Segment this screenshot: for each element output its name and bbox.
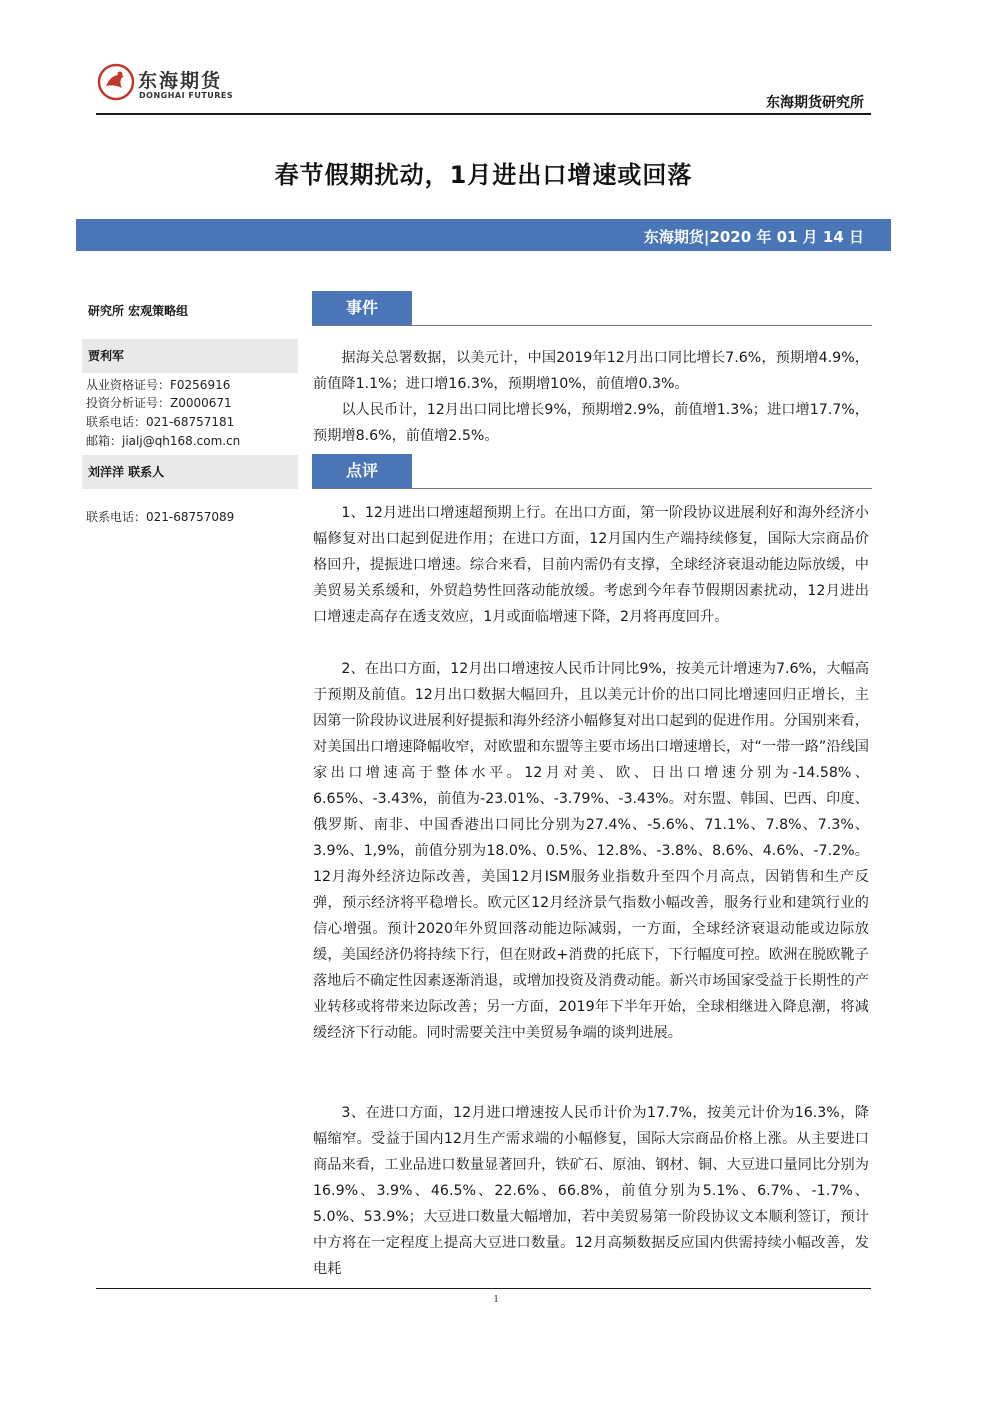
section-divider — [312, 325, 872, 326]
section-tab-event: 事件 — [312, 291, 412, 325]
author-email[interactable]: 邮箱：jialj@qh168.com.cn — [86, 434, 241, 448]
comment-paragraph: 1、12月进出口增速超预期上行。在出口方面，第一阶段协议进展利好和海外经济小幅修复对出口起到促进作用；在进口方面，12月国内生产端持续修复，国际大宗商品价格回升，提振进口增速。综合来看，目前内需仍有支撑，全球经济衰退动能边际放缓，中美贸易关系缓和，外贸趋势性回落动能放缓。考虑到今年春节假期因素扰动，12月进出口增速走高存在透支效应，1月或面临增速下降，2月将再度回升。 — [313, 505, 869, 625]
section-tab-comment: 点评 — [312, 454, 412, 488]
page-number: 1 — [493, 1293, 499, 1305]
contact-phone: 联系电话：021-68757089 — [86, 510, 235, 524]
author-name: 贾利军 — [82, 339, 298, 373]
report-title: 春节假期扰动，1月进出口增速或回落 — [274, 161, 693, 189]
banner-text: 东海期货|2020 年 01 月 14 日 — [643, 228, 864, 246]
comment-paragraph: 3、在进口方面，12月进口增速按人民币计价为17.7%，按美元计价为16.3%，降幅缩窄。受益于国内12月生产需求端的小幅修复，国际大宗商品价格上涨。从主要进口商品来看，工业品进口数量显著回升，铁矿石、原油、钢材、铜、大豆进口量同比分别为16.9%、3.9%、46.5%、22.6%、66.8%，前值分别为5.1%、6.7%、-1.7%、5.0%、53.9%；大豆进口数量大幅增加，若中美贸易第一阶段协议文本顺利签订，预计中方将在一定程度上提高大豆进口数量。12月高频数据反应国内供需持续小幅改善，发电耗 — [313, 1105, 869, 1277]
logo-text-cn: 东海期货 — [138, 70, 223, 92]
event-paragraph: 以人民币计，12月出口同比增长9%，预期增2.9%，前值增1.3%；进口增17.7%，预期增8.6%，前值增2.5%。 — [313, 402, 869, 444]
section-divider — [312, 488, 872, 489]
author-phone: 联系电话：021-68757181 — [86, 415, 235, 429]
contact-name: 刘洋洋 联系人 — [82, 455, 298, 489]
company-logo — [96, 60, 236, 110]
author-analyst-number: 投资分析证号：Z0000671 — [86, 396, 232, 410]
comment-paragraph: 2、在出口方面，12月出口增速按人民币计同比9%，按美元计增速为7.6%，大幅高于预期及前值。12月出口数据大幅回升，且以美元计价的出口同比增速回归正增长，主因第一阶段协议进展利好提振和海外经济小幅修复对出口起到的促进作用。分国别来看，对美国出口增速降幅收窄，对欧盟和东盟等主要市场出口增速增长，对“一带一路”沿线国家出口增速高于整体水平。12月对美、欧、日出口增速分别为-14.58%、6.65%、-3.43%，前值为-23.01%、-3.79%、-3.43%。对东盟、韩国、巴西、印度、俄罗斯、南非、中国香港出口同比分别为27.4%、-5.6%、71.1%、7.8%、7.3%、3.9%、1,9%，前值分别为18.0%、0.5%、12.8%、-3.8%、8.6%、4.6%、-7.2%。12月海外经济边际改善，美国12月ISM服务业指数升至四个月高点，因销售和生产反弹，预示经济将平稳增长。欧元区12月经济景气指数小幅改善，服务行业和建筑行业的信心增强。预计2020年外贸回落动能边际减弱，一方面，全球经济衰退动能或边际放缓，美国经济仍将持续下行，但在财政+消费的托底下，下行幅度可控。欧洲在脱欧靴子落地后不确定性因素逐渐消退，或增加投资及消费动能。新兴市场国家受益于长期性的产业转移或将带来边际改善；另一方面，2019年下半年开始，全球相继进入降息潮，将减缓经济下行动能。同时需要关注中美贸易争端的谈判进展。 — [313, 661, 869, 1041]
logo-text-en: DONGHAI FUTURES — [139, 91, 234, 100]
research-group: 研究所 宏观策略组 — [88, 304, 189, 318]
header-divider — [96, 113, 871, 115]
event-paragraph: 据海关总署数据，以美元计，中国2019年12月出口同比增长7.6%，预期增4.9%，前值降1.1%；进口增16.3%，预期增10%，前值增0.3%。 — [313, 350, 869, 392]
institute-name: 东海期货研究所 — [766, 95, 864, 111]
author-cert-number: 从业资格证号：F0256916 — [86, 378, 231, 392]
footer-divider — [96, 1288, 871, 1289]
logo-emblem-icon — [96, 62, 136, 102]
